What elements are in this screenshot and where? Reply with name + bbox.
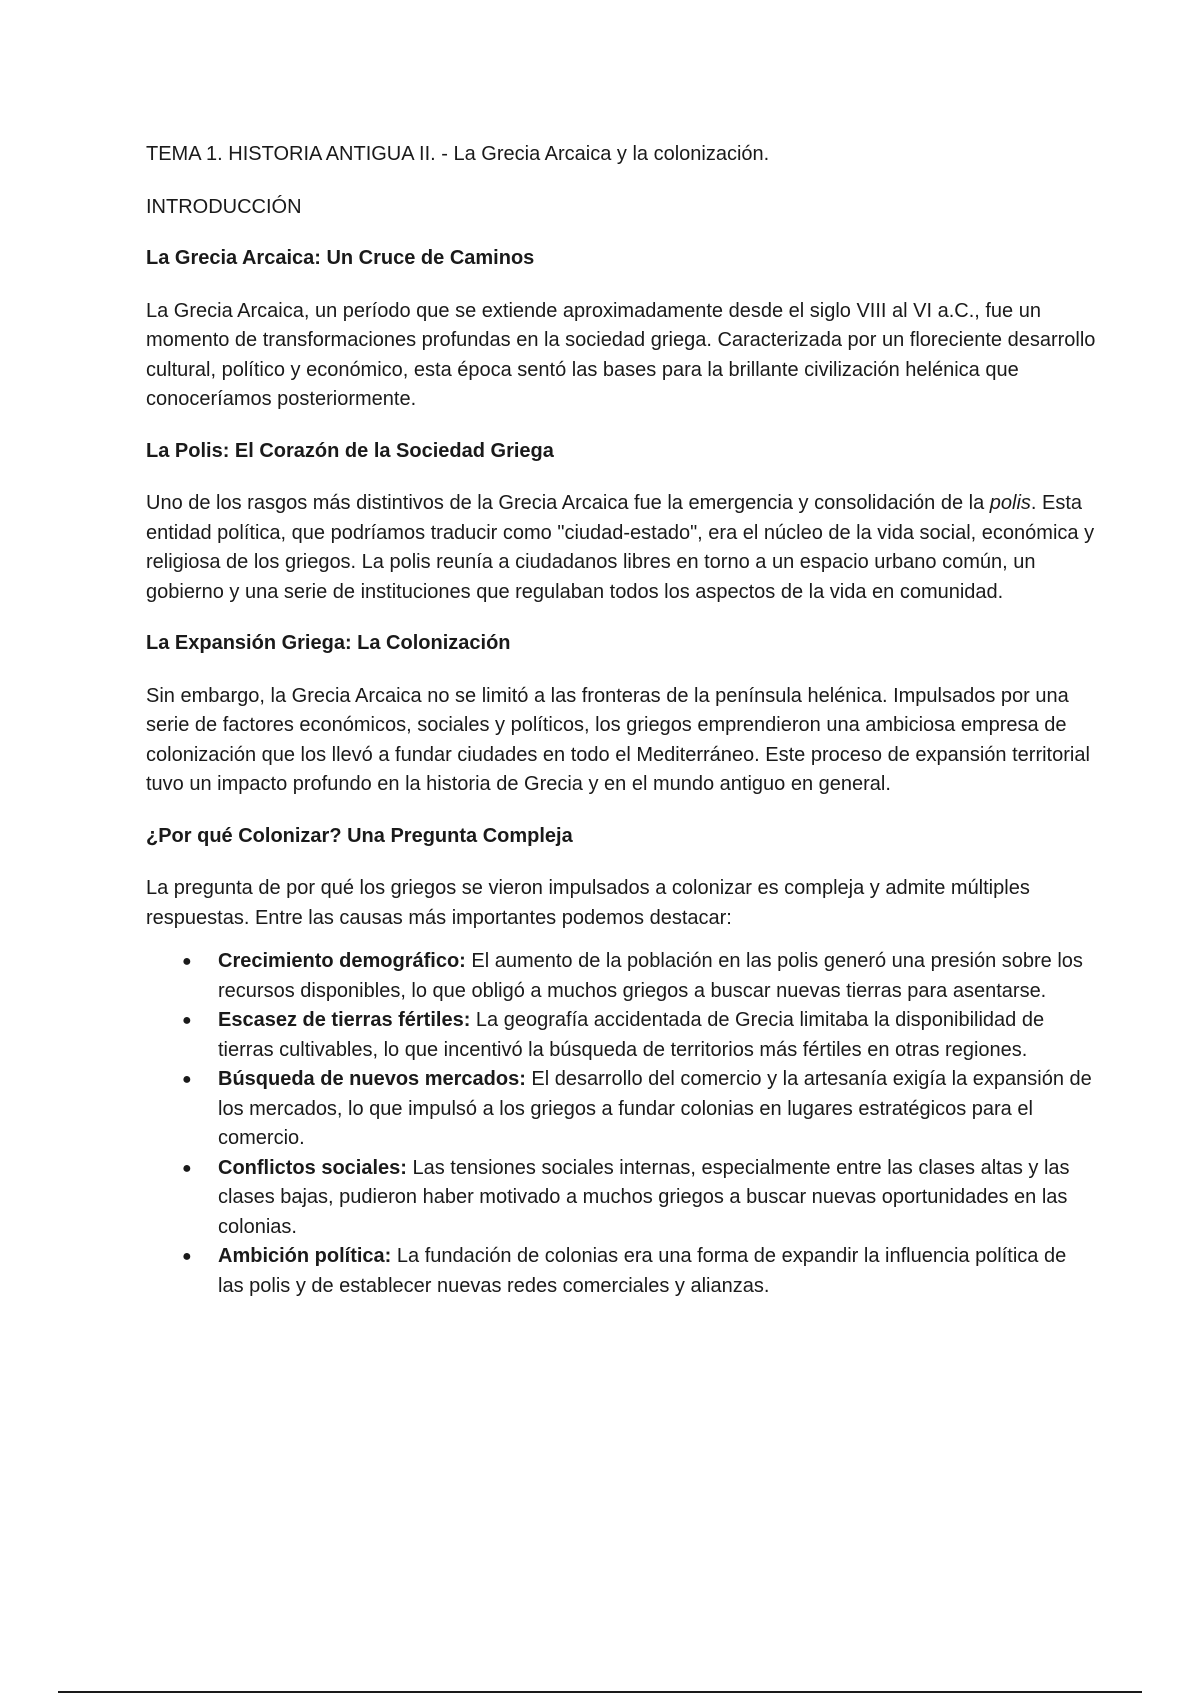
cause-term: Ambición política: <box>218 1245 392 1267</box>
cause-text: La geografía accidentada de Grecia limitaba la disponibilidad de tierras cultivables, lo que incentivó la búsqueda de territorios más fértiles en otras regiones. <box>218 1009 1045 1061</box>
paragraph-expansion: Sin embargo, la Grecia Arcaica no se limitó a las fronteras de la península helénica. Impulsados por una serie de factores económicos, sociales y políticos, los griegos emprendieron una ambiciosa empresa de colonización que los llevó a fundar ciudades en todo el Mediterráneo. Este proceso de expansión territorial tuvo un impacto profundo en la historia de Grecia y en el mundo antiguo en general. <box>146 684 1090 795</box>
section-heading-expansion: La Expansión Griega: La Colonización <box>146 632 511 654</box>
cause-text: El desarrollo del comercio y la artesanía exigía la expansión de los mercados, lo que impulsó a los griegos a fundar colonias en lugares estratégicos para el comercio. <box>218 1068 1092 1149</box>
bullet-icon: ● <box>182 1012 192 1029</box>
section-cruce <box>146 244 1096 415</box>
section-heading-polis: La Polis: El Corazón de la Sociedad Griega <box>146 439 554 462</box>
cause-text: La fundación de colonias era una forma de expandir la influencia política de las polis y de establecer nuevas redes comerciales y alianzas. <box>218 1245 1067 1297</box>
section-causes <box>146 822 1096 1302</box>
causes-list <box>146 947 1096 1301</box>
paragraph-polis-start: Uno de los rasgos más distintivos de la Grecia Arcaica fue la emergencia y consolidación de la <box>146 492 990 514</box>
paragraph-cruce: La Grecia Arcaica, un período que se extiende aproximadamente desde el siglo VIII al VI a.C., fue un momento de transformaciones profundas en la sociedad griega. Caracterizada por un floreciente desarrollo cultural, político y económico, esta época sentó las bases para la brillante civilización helénica que conoceríamos posteriormente. <box>146 299 1096 410</box>
cause-text: El aumento de la población en las polis generó una presión sobre los recursos disponibles, lo que obligó a muchos griegos a buscar nuevas tierras para asentarse. <box>218 950 1083 1002</box>
polis-term: polis <box>989 492 1031 514</box>
section-expansion <box>146 629 1096 800</box>
cause-text: Las tensiones sociales internas, especialmente entre las clases altas y las clases bajas, pudieron haber motivado a muchos griegos a buscar nuevas oportunidades en las colonias. <box>218 1156 1070 1238</box>
paragraph-causes: La pregunta de por qué los griegos se vieron impulsados a colonizar es compleja y admite múltiples respuestas. Entre las causas más importantes podemos destacar: <box>146 877 1030 929</box>
cause-term: Crecimiento demográfico: <box>218 950 466 972</box>
page-divider <box>58 1691 1142 1693</box>
section-heading-cruce: La Grecia Arcaica: Un Cruce de Caminos <box>146 247 535 269</box>
document-page <box>146 140 1096 1301</box>
bullet-icon: ● <box>182 1159 192 1177</box>
bullet-icon: ● <box>182 1071 192 1088</box>
cause-term: Búsqueda de nuevos mercados: <box>218 1068 526 1090</box>
list-item <box>182 1006 1096 1065</box>
document-title: TEMA 1. HISTORIA ANTIGUA II. - La Grecia Arcaica y la colonización. <box>146 143 770 165</box>
introduction-label: INTRODUCCIÓN <box>146 195 302 218</box>
cause-term: Conflictos sociales: <box>218 1156 407 1179</box>
cause-term: Escasez de tierras fértiles: <box>218 1009 471 1031</box>
paragraph-polis <box>146 489 1096 607</box>
bullet-icon: ● <box>182 1248 192 1265</box>
list-item <box>182 1242 1096 1301</box>
section-polis <box>146 437 1096 608</box>
paragraph-polis-end: . Esta entidad política, que podríamos traducir como "ciudad-estado", era el núcleo de la vida social, económica y religiosa de los griegos. La polis reunía a ciudadanos libres en torno a un espacio urbano común, un gobierno y una serie de instituciones que regulaban todos los aspectos de la vida en comunidad. <box>146 492 1095 603</box>
list-item <box>182 1154 1096 1243</box>
section-heading-causes: ¿Por qué Colonizar? Una Pregunta Compleja <box>146 824 573 847</box>
bullet-icon: ● <box>182 953 192 970</box>
list-item <box>182 1065 1096 1154</box>
list-item <box>182 947 1096 1006</box>
